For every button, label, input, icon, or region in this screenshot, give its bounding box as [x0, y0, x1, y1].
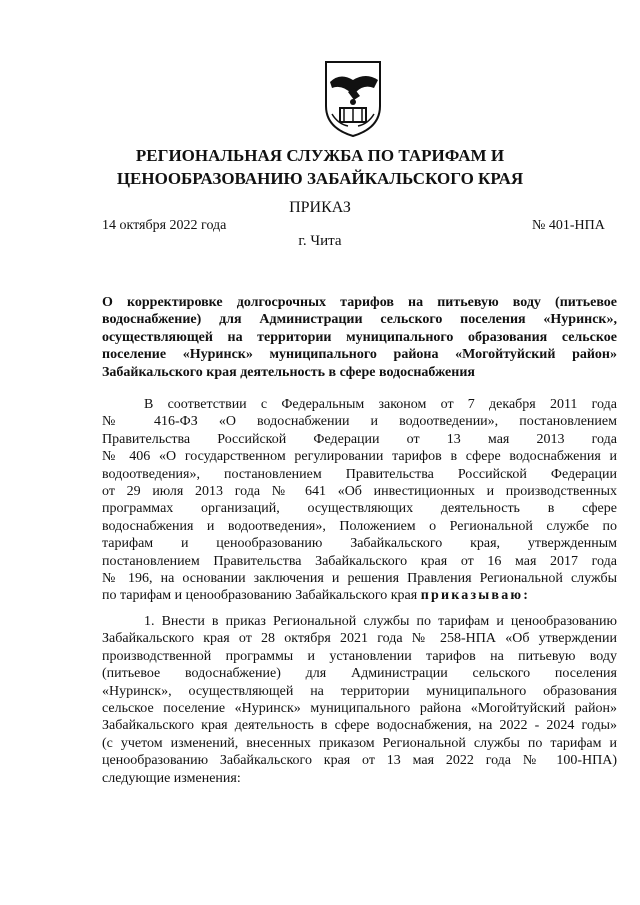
coat-of-arms-emblem — [318, 58, 388, 138]
preamble-paragraph — [102, 396, 617, 605]
title-line: водоснабжение) для Администрации сельского поселения «Нуринск», — [102, 312, 617, 328]
body-line: В соответствии с Федеральным законом от 7 декабря 2011 года — [144, 397, 617, 412]
body-line: следующие изменения: — [102, 770, 241, 786]
body-line: тарифам и ценообразованию Забайкальского края, утвержденным — [102, 536, 617, 552]
body-line-final — [102, 587, 617, 604]
body-line: № 196, на основании заключения и решения Правления Региональной службы — [102, 570, 617, 586]
title-line: О корректировке долгосрочных тарифов на питьевую воду (питьевое — [102, 295, 617, 310]
body-line: № 416-ФЗ «О водоснабжении и водоотведении», постановлением — [102, 414, 617, 430]
body-line: программах организаций, осуществляющих деятельность в сфере — [102, 501, 617, 517]
body-line: № 406 «О государственном регулировании тарифов в сфере водоснабжения и — [102, 449, 617, 465]
body-line: сельское поселение «Нуринск» муниципального района «Могойтуйский район» — [102, 700, 617, 716]
org-name-line1: РЕГИОНАЛЬНАЯ СЛУЖБА ПО ТАРИФАМ И — [135, 146, 505, 165]
body-line: водоотведения», постановлением Правительства Российской Федерации — [102, 466, 617, 482]
body-line: производственной программы и установлении тарифов на питьевую воду — [102, 648, 617, 664]
order-word: приказываю — [420, 588, 524, 604]
order-colon: : — [523, 588, 528, 604]
body-line: водоснабжения и водоотведения», Положением о Региональной службе по — [102, 518, 617, 534]
document-date: 14 октября 2022 года — [102, 218, 227, 233]
org-name-line2: ЦЕНООБРАЗОВАНИЮ ЗАБАЙКАЛЬСКОГО КРАЯ — [116, 169, 524, 188]
title-line: Забайкальского края деятельность в сфере водоснабжения — [102, 364, 475, 380]
body-line: постановлением Правительства Забайкальского края от 16 мая 2017 года — [102, 553, 617, 569]
body-line: от 29 июля 2013 года № 641 «Об инвестиционных и производственных — [102, 483, 617, 499]
body-line: 1. Внести в приказ Региональной службы по тарифам и ценообразованию — [144, 614, 617, 629]
body-line: ценообразованию Забайкальского края от 13 мая 2022 года № 100-НПА) — [102, 753, 617, 769]
body-line: Правительства Российской Федерации от 13 мая 2013 года — [102, 431, 617, 447]
order-item-1 — [102, 613, 617, 787]
body-line-text: по тарифам и ценообразованию Забайкальского края — [102, 588, 418, 604]
document-title — [102, 294, 617, 381]
body-line: (питьевое водоснабжение) для Администрации сельского поселения — [102, 666, 617, 682]
body-line: «Нуринск», осуществляющей на территории муниципального образования — [102, 683, 617, 699]
body-line: Забайкальского края деятельность в сфере водоснабжения, на 2022 - 2024 годы» — [102, 718, 617, 734]
document-number: № 401-НПА — [532, 218, 605, 233]
document-city: г. Чита — [298, 233, 342, 249]
body-line: (с учетом изменений, внесенных приказом Региональной службы по тарифам и — [102, 735, 617, 751]
body-line: Забайкальского края от 28 октября 2021 года № 258-НПА «Об утверждении — [102, 631, 617, 647]
document-type: ПРИКАЗ — [289, 199, 351, 216]
title-line: поселение «Нуринск» муниципального района «Могойтуйский район» — [102, 347, 617, 363]
title-line: осуществляющей на территории муниципального образования сельское — [102, 329, 617, 345]
